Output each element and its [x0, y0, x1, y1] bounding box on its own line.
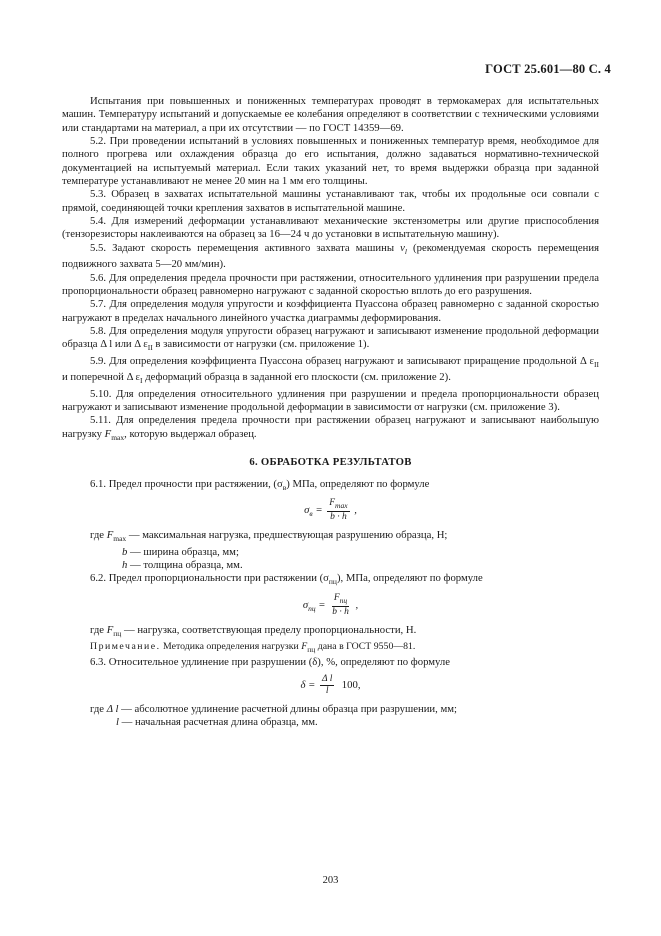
paragraph-6-3: 6.3. Относительное удлинение при разрушении (δ), %, определяют по формуле	[90, 656, 450, 669]
paragraph-5-8: 5.8. Для определения модуля упругости образец нагружают и записывают изменение продольной деформации образца Δ l или Δ $\varepsilon_{II}$ в зависимости от нагрузки (см. приложение 1).	[62, 324, 599, 353]
paragraph-5-10: 5.10. Для определения относительного удлинения при разрушении и предела пропорциональности образец нагружают и записывают изменение продольной деформации в зависимости от нагрузки (см. приложение 3).	[62, 387, 599, 414]
where-line: l — начальная расчетная длина образца, мм.	[116, 716, 318, 729]
page-number: 203	[322, 875, 339, 886]
paragraph-intro: Испытания при повышенных и пониженных температурах проводят в термокамерах для испытательных машин. Температуру испытаний и допускаемые ее колебания определяют в соответствии с техническими условиями или стандартами на материал, а при их отсутствии — по ГОСТ 14359—69.	[62, 95, 599, 134]
paragraph-5-5: 5.5. Задают скорость перемещения активного захвата машины $v_l$ (рекомендуемая скорость перемещения подвижного захвата 5—20 мм/мин).	[62, 241, 599, 271]
paragraph-5-4: 5.4. Для измерений деформации устанавливают механические экстензометры или другие приспособления (тензорезисторы наклеиваются на образец за 16—24 ч до установки в испытательную машину).	[62, 215, 599, 241]
fraction: $\frac{F_{max}}{b \cdot h}$	[329, 498, 348, 523]
where-line: где Δ l — абсолютное удлинение расчетной длины образца при разрушении, мм;	[90, 702, 457, 715]
paragraph-5-6: 5.6. Для определения предела прочности при растяжении, относительного удлинения при разрушении предела пропорциональности образец равномерно нагружают с заданной скоростью вплоть до его разрушения.	[62, 271, 599, 297]
fraction: $\frac{F_{пц}}{b \cdot h}$	[332, 592, 349, 617]
document-body	[62, 95, 599, 729]
where-line: h — толщина образца, мм.	[122, 558, 243, 571]
paragraph-6-1: 6.1. Предел прочности при растяжении, $(\sigma_в)$ МПа, определяют по формуле	[90, 477, 430, 492]
fraction: $\frac{\text{Δ l}}{l}$	[322, 673, 333, 696]
paragraph-5-9: 5.9. Для определения коэффициента Пуассона образец нагружают и записывают приращение продольной Δ $\varepsilon_{II}$ и поперечной Δ $\varepsilon_I$ деформаций образца в заданной его плоскости (см. приложение 2).	[62, 354, 599, 386]
paragraph-6-2: 6.2. Предел пропорциональности при растяжении $(\sigma_{пц})$, МПа, определяют по формуле	[90, 572, 483, 587]
paragraph-5-7: 5.7. Для определения модуля упругости и коэффициента Пуассона образец равномерно с заданной скоростью нагружают в пределах начального линейного участка диаграммы деформирования.	[62, 298, 599, 324]
page-header: ГОСТ 25.601—80 С. 4	[485, 62, 611, 76]
formula-tensile-strength: $\sigma_в$ = $\frac{F_{max}}{b \cdot h}$ ,	[304, 498, 357, 523]
where-line: b — ширина образца, мм;	[122, 545, 239, 558]
paragraph-5-3: 5.3. Образец в захватах испытательной машины устанавливают так, чтобы их продольные оси совпали с прямой, соединяющей точки крепления захватов в испытательной машине.	[62, 188, 599, 214]
paragraph-5-2: 5.2. При проведении испытаний в условиях повышенных и пониженных температур время, необходимое для полного прогрева или охлаждения образца до его испытания, должно задаваться нормативно-технической документацией на испытуемый материал. Если таких указаний нет, то время выдержки образца при заданной температуре устанавливают не менее 20 мин на 1 мм его толщины.	[62, 135, 599, 188]
where-line: где $F_{пц}$ — нагрузка, соответствующая пределу пропорциональности, Н.	[90, 623, 417, 638]
formula-elongation: δ = $\frac{\text{Δ l}}{l}$ 100,	[300, 673, 361, 696]
paragraph-5-11: 5.11. Для определения предела прочности при растяжении образец нагружают и записывают наибольшую нагрузку $F_{max}$, которую выдержал образец.	[62, 414, 599, 442]
where-line: где $F_{max}$ — максимальная нагрузка, предшествующая разрушению образца, Н;	[90, 529, 448, 544]
section-title: 6. ОБРАБОТКА РЕЗУЛЬТАТОВ	[249, 456, 412, 469]
note: Примечание. Методика определения нагрузки $F_{пц}$ дана в ГОСТ 9550—81.	[90, 641, 416, 654]
formula-proportional-limit: $\sigma_{пц}$ = $\frac{F_{пц}}{b \cdot h}$ ,	[302, 592, 359, 617]
